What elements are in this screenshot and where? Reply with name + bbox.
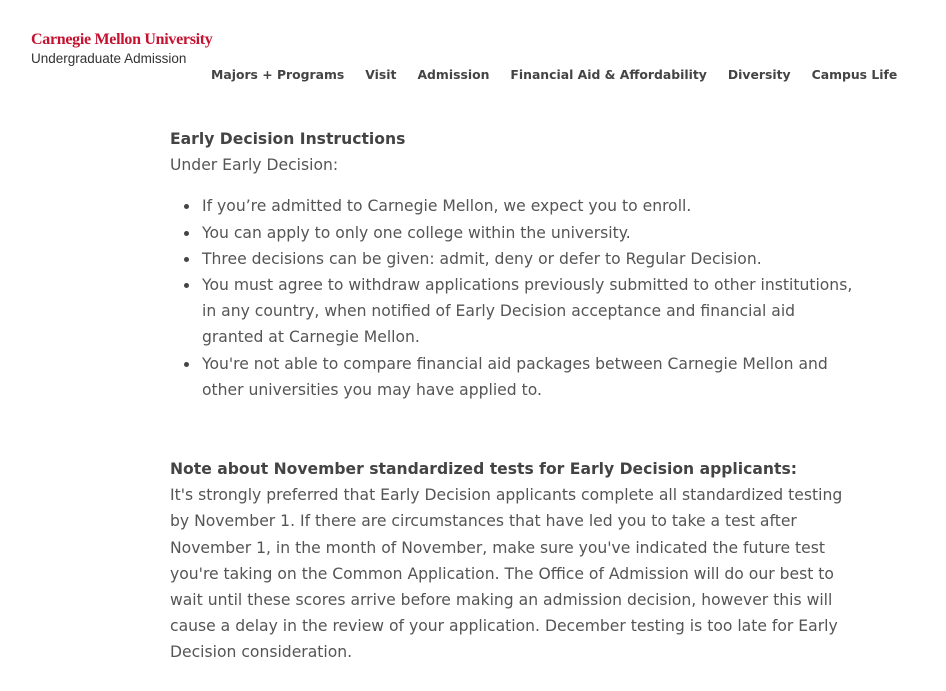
list-item bbox=[202, 351, 860, 403]
early-decision-section bbox=[170, 126, 860, 403]
list-item-text: You can apply to only one college within the university. bbox=[202, 223, 631, 242]
nav-item-visit[interactable]: Visit bbox=[365, 67, 397, 82]
november-tests-note bbox=[170, 456, 860, 666]
nav-item-campus-life[interactable]: Campus Life bbox=[811, 67, 898, 82]
nav-item-financial-aid[interactable]: Financial Aid & Affordability bbox=[510, 67, 707, 82]
bullet-icon bbox=[184, 231, 189, 236]
logo-subtitle: Undergraduate Admission bbox=[31, 51, 187, 66]
main-nav bbox=[211, 66, 897, 84]
list-item bbox=[202, 193, 860, 219]
list-item bbox=[202, 246, 860, 272]
early-decision-heading: Early Decision Instructions bbox=[170, 130, 406, 148]
early-decision-intro: Under Early Decision: bbox=[170, 156, 339, 175]
nav-item-majors-programs[interactable]: Majors + Programs bbox=[211, 67, 345, 82]
list-item bbox=[202, 220, 860, 246]
note-heading: Note about November standardized tests for Early Decision applicants: bbox=[170, 460, 797, 479]
nav-item-admission[interactable]: Admission bbox=[417, 67, 490, 82]
bullet-icon bbox=[184, 257, 189, 262]
early-decision-list bbox=[170, 193, 860, 403]
list-item bbox=[202, 272, 860, 351]
list-item-text: Three decisions can be given: admit, deny or defer to Regular Decision. bbox=[202, 249, 762, 268]
note-body: It's strongly preferred that Early Decision applicants complete all standardized testing by November 1. If there are circumstances that have led you to take a test after November 1, in the month of November, make sure you've indicated the future test you're taking on the Common Application. The Office of Admission will do our best to wait until these scores arrive before making an admission decision, however this will cause a delay in the review of your application. December testing is too late for Early Decision consideration. bbox=[170, 486, 843, 662]
list-item-text: You must agree to withdraw applications previously submitted to other institutions, in any country, when notified of Early Decision acceptance and financial aid granted at Carnegie Mellon. bbox=[202, 276, 853, 347]
nav-item-diversity[interactable]: Diversity bbox=[727, 67, 791, 82]
bullet-icon bbox=[184, 362, 189, 367]
bullet-icon bbox=[184, 204, 189, 209]
bullet-icon bbox=[184, 283, 189, 288]
list-item-text: If you’re admitted to Carnegie Mellon, we expect you to enroll. bbox=[202, 197, 692, 216]
main-content bbox=[170, 126, 860, 666]
list-item-text: You're not able to compare financial aid packages between Carnegie Mellon and other universities you may have applied to. bbox=[202, 354, 828, 399]
site-logo[interactable] bbox=[31, 31, 213, 68]
logo-university-name: Carnegie Mellon University bbox=[31, 31, 213, 48]
